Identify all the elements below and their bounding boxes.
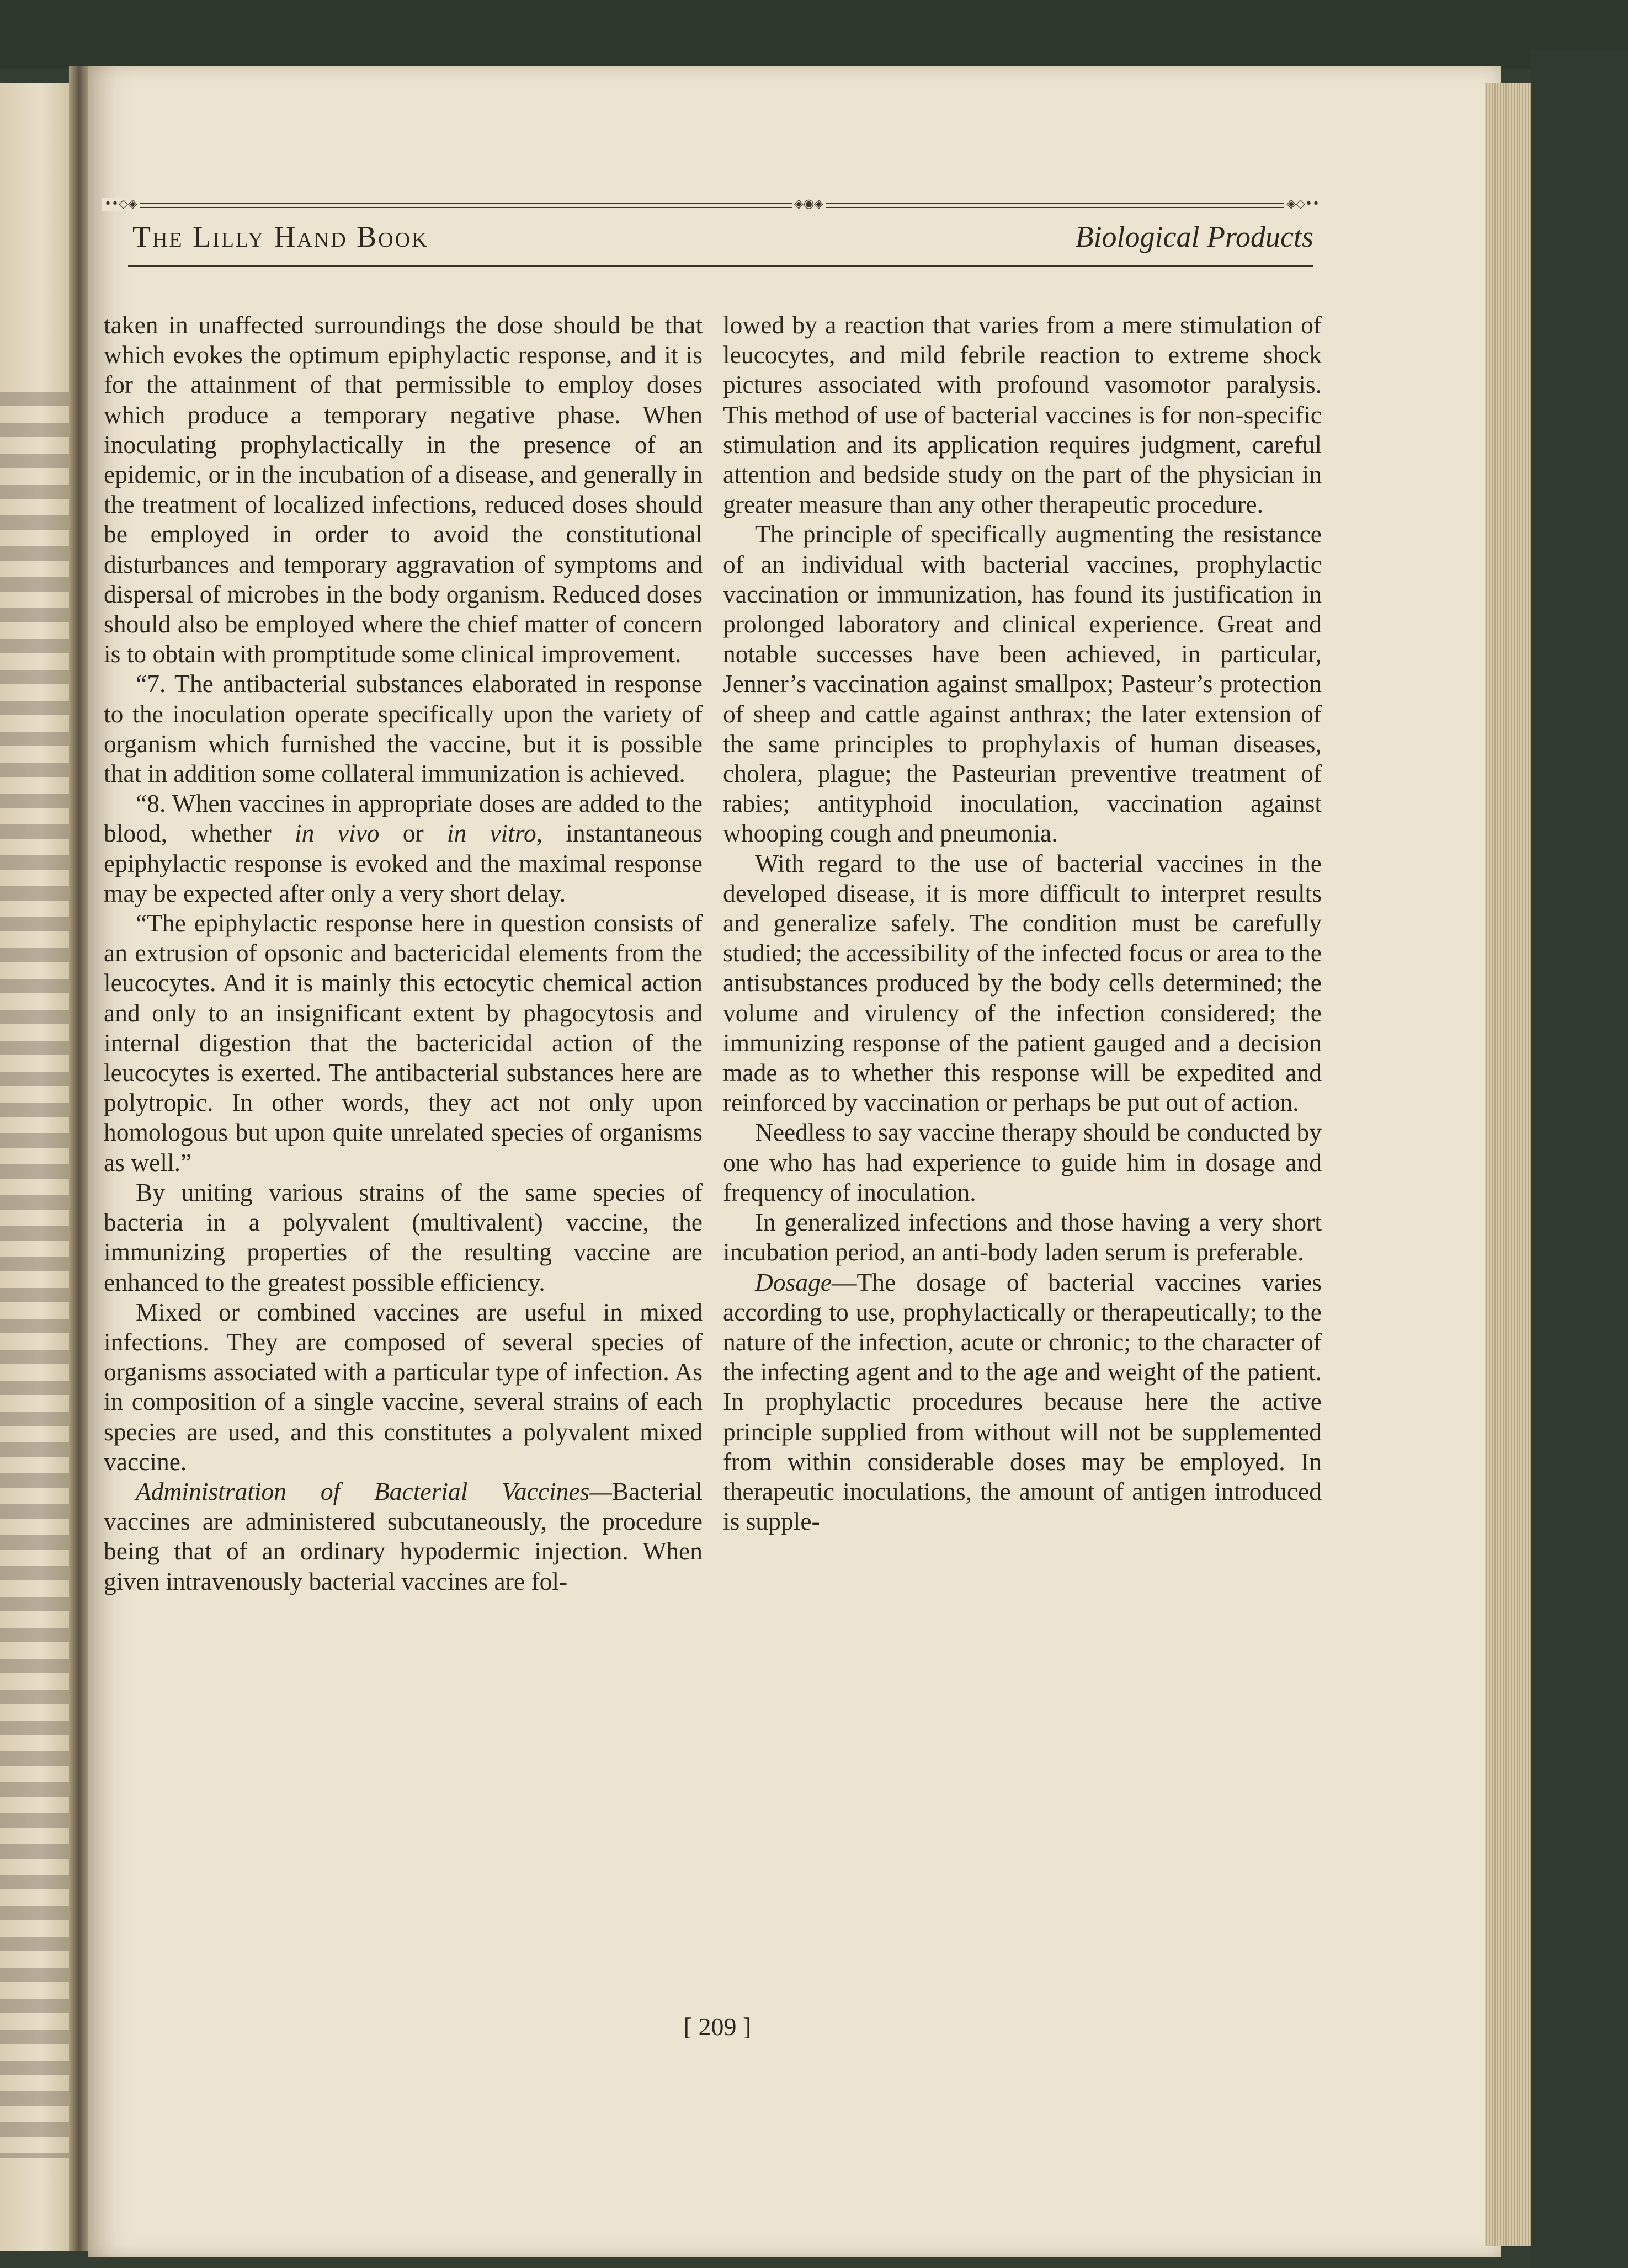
- book-cover-right: [1531, 50, 1628, 2268]
- text-run: Bacterial vaccines are administered subcutaneously, the procedure being that of an ordinary hypodermic injection. When given intravenously bacterial vaccines are fol-: [104, 1477, 703, 1595]
- text-run: “8. When vaccines in appropriate doses are added to the blood, whether: [104, 789, 703, 848]
- text-run: instantaneous epiphylactic response is evoked and the maximal response may be expected after only a very short delay.: [104, 819, 703, 907]
- page-number: [ 209 ]: [683, 2013, 752, 2041]
- paragraph: With regard to the use of bacterial vaccines in the developed disease, it is more difficult to interpret results and generalize safely. The condition must be carefully studied; the accessibility of the infected focus or area to the antisubstances produced by the body cells determined; the volume and virulency of the infection considered; the immunizing response of the patient gauged and a decision made as to whether this response will be expedited and reinforced by vaccination or perhaps be put out of action.: [723, 849, 1322, 1117]
- ornament-left-icon: ••◇◈: [102, 198, 140, 211]
- paragraph: [723, 1268, 1322, 1537]
- paragraph: The principle of specifically augmenting the resistance of an individual with bacterial vaccines, prophylactic vaccination or immunization, has found its justification in prolonged laboratory and clinical experience. Great and notable successes have been achieved, in particular, Jenner’s vaccination against smallpox; Pasteur’s protection of sheep and cattle against anthrax; the later extension of the same principles to prophylaxis of human diseases, cholera, plague; the Pasteurian preventive treatment of rabies; antityphoid inoculation, vaccination against whooping cough and pneumonia.: [723, 520, 1322, 848]
- previous-page-edge: [0, 83, 75, 2251]
- text-run: —The dosage of bacterial vaccines varies according to use, prophylactically or therapeutically; to the nature of the infection, acute or chronic; to the character of the infecting agent and to the age and weight of the patient. In prophylactic procedures because here the active principle supplied from without will not be supplemented from within considerable doses may be employed. In therapeutic inoculations, the amount of antigen introduced is supple-: [723, 1268, 1322, 1536]
- ornament-center-icon: ◈◉◈: [792, 198, 826, 211]
- paragraph: lowed by a reaction that varies from a mere stimulation of leucocytes, and mild febrile reaction to extreme shock pictures associated with profound vasomotor paralysis. This method of use of bacterial vaccines is for non-specific stimulation and its application requires judgment, careful attention and bedside study on the part of the physician in greater measure than any other therapeutic procedure.: [723, 311, 1322, 519]
- paragraph: “7. The antibacterial substances elaborated in response to the inoculation operate specifically upon the variety of organism which furnished the vaccine, but it is possible that in addition some collateral immunization is achieved.: [104, 669, 703, 788]
- header-ornamental-rule: [102, 198, 1322, 211]
- section-title: Biological Products: [1075, 220, 1313, 253]
- ornament-right-icon: ◈◇••: [1284, 198, 1322, 211]
- section-heading: Dosage: [755, 1268, 832, 1296]
- header-underline: [128, 265, 1313, 267]
- running-head: [132, 220, 1313, 258]
- paragraph: In generalized infections and those having a very short incubation period, an anti-body laden serum is preferable.: [723, 1208, 1322, 1266]
- italic-term: in vivo: [295, 819, 380, 848]
- paragraph: [104, 1477, 703, 1596]
- left-column: [104, 310, 703, 1596]
- double-rule-line: [119, 203, 1305, 208]
- paragraph: Mixed or combined vaccines are useful in mixed infections. They are composed of several species of organisms associated with a particular type of infection. As in composition of a single vaccine, several strains of each species are used, and this constitutes a polyvalent mixed vaccine.: [104, 1297, 703, 1476]
- book-title: The Lilly Hand Book: [132, 220, 429, 253]
- section-heading: Administration of Bacterial Vaccines—: [136, 1477, 612, 1505]
- paragraph: Needless to say vaccine therapy should be conducted by one who has had experience to guide him in dosage and frequency of inoculation.: [723, 1118, 1322, 1206]
- book-cover-top: [0, 0, 1628, 69]
- paragraph: [104, 789, 703, 908]
- page-fore-edge: [1485, 83, 1531, 2246]
- previous-page-text-fragment: [0, 392, 71, 2158]
- paragraph: By uniting various strains of the same species of bacteria in a polyvalent (multivalent) vaccine, the immunizing properties of the resulting vaccine are enhanced to the greatest possible efficiency.: [104, 1178, 703, 1296]
- text-run: or: [379, 819, 447, 848]
- paragraph: taken in unaffected surroundings the dose should be that which evokes the optimum epiphylactic response, and it is for the attainment of that permissible to employ doses which produce a temporary negative phase. When inoculating prophylactically in the presence of an epidemic, or in the incubation of a disease, and generally in the treatment of localized infections, reduced doses should be employed in order to avoid the constitutional disturbances and temporary aggravation of symptoms and dispersal of microbes in the body organism. Reduced doses should also be employed where the chief matter of concern is to obtain with promptitude some clinical improvement.: [104, 311, 703, 668]
- italic-term: in vitro,: [446, 819, 543, 848]
- paragraph: “The epiphylactic response here in question consists of an extrusion of opsonic and bactericidal elements from the leucocytes. And it is mainly this ectocytic chemical action and only to an insignificant extent by phagocytosis and internal digestion that the bactericidal action of the leucocytes is exerted. The antibacterial substances here are polytropic. In other words, they act not only upon homologous but upon quite unrelated species of organisms as well.”: [104, 909, 703, 1176]
- right-column: [723, 310, 1322, 1536]
